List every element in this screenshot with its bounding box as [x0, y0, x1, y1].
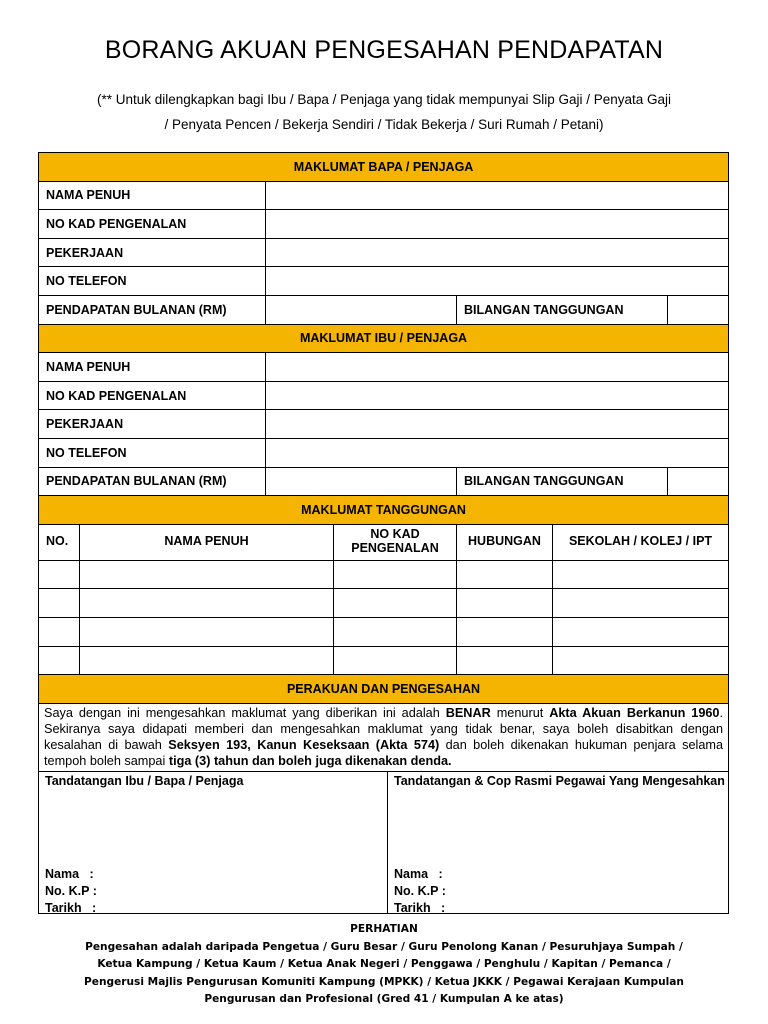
parent-name-label: Nama : [45, 866, 94, 881]
dependents-col-school: SEKOLAH / KOLEJ / IPT [553, 524, 729, 560]
dependent-no-cell[interactable] [39, 646, 80, 675]
dependent-name-cell[interactable] [80, 617, 334, 646]
dependent-row [39, 617, 729, 646]
declaration-statement: Saya dengan ini mengesahkan maklumat yang diberikan ini adalah BENAR menurut Akta Akuan Berkanun 1960. Sekiranya saya didapati memberi dan mengesahkan maklumat yang tidak benar, saya boleh disabitkan dengan kesalahan di bawah Seksyen 193, Kanun Keseksaan (Akta 574) dan boleh dikenakan hukuman penjara selama tempoh boleh sampai tiga (3) tahun dan boleh juga dikenakan denda. [39, 703, 729, 771]
mother-occupation-label: PEKERJAAN [39, 410, 266, 439]
dependents-col-name: NAMA PENUH [80, 524, 334, 560]
officer-signature-title: Tandatangan & Cop Rasmi Pegawai Yang Mengesahkan [394, 773, 725, 788]
form-note-line2: / Penyata Pencen / Bekerja Sendiri / Tidak Bekerja / Suri Rumah / Petani) [164, 117, 604, 132]
mother-dependents-label: BILANGAN TANGGUNGAN [457, 467, 668, 496]
attention-footer [0, 921, 768, 1009]
father-ic-label: NO KAD PENGENALAN [39, 210, 266, 239]
dependent-relationship-cell[interactable] [457, 560, 553, 589]
dependents-col-ic: NO KAD PENGENALAN [334, 524, 457, 560]
mother-phone-field[interactable] [266, 438, 729, 467]
mother-ic-label: NO KAD PENGENALAN [39, 381, 266, 410]
dependent-school-cell[interactable] [553, 646, 729, 675]
parent-signature-title: Tandatangan Ibu / Bapa / Penjaga [45, 773, 244, 788]
dependent-no-cell[interactable] [39, 560, 80, 589]
dependent-relationship-cell[interactable] [457, 646, 553, 675]
parent-date-label: Tarikh : [45, 900, 97, 915]
dependent-school-cell[interactable] [553, 617, 729, 646]
dependent-ic-cell[interactable] [334, 646, 457, 675]
mother-fullname-label: NAMA PENUH [39, 353, 266, 382]
officer-name-label: Nama : [394, 866, 443, 881]
dependent-name-cell[interactable] [80, 560, 334, 589]
father-income-label: PENDAPATAN BULANAN (RM) [39, 295, 266, 324]
father-phone-field[interactable] [266, 267, 729, 296]
attention-line: Ketua Kampung / Ketua Kaum / Ketua Anak Negeri / Penggawa / Penghulu / Kapitan / Pemanca / [97, 958, 671, 970]
mother-income-field[interactable] [266, 467, 457, 496]
father-income-field[interactable] [266, 295, 457, 324]
attention-line: Pengerusi Majlis Pengurusan Komuniti Kampung (MPKK) / Ketua JKKK / Pegawai Kerajaan Kumpulan [84, 975, 684, 988]
father-phone-label: NO TELEFON [39, 267, 266, 296]
dependent-ic-cell[interactable] [334, 589, 457, 618]
dependent-relationship-cell[interactable] [457, 589, 553, 618]
father-fullname-label: NAMA PENUH [39, 181, 266, 210]
parent-signature-box[interactable] [39, 771, 388, 913]
dependent-no-cell[interactable] [39, 617, 80, 646]
dependents-col-no: NO. [39, 524, 80, 560]
section-father-header: MAKLUMAT BAPA / PENJAGA [39, 153, 729, 182]
dependent-name-cell[interactable] [80, 646, 334, 675]
mother-ic-field[interactable] [266, 381, 729, 410]
dependent-relationship-cell[interactable] [457, 617, 553, 646]
officer-signature-box[interactable] [388, 771, 729, 913]
dependent-school-cell[interactable] [553, 589, 729, 618]
father-dependents-field[interactable] [668, 295, 729, 324]
father-ic-field[interactable] [266, 210, 729, 239]
father-fullname-field[interactable] [266, 181, 729, 210]
dependent-row [39, 589, 729, 618]
attention-line: Pengurusan dan Profesional (Gred 41 / Kumpulan A ke atas) [204, 993, 564, 1005]
mother-occupation-field[interactable] [266, 410, 729, 439]
dependent-no-cell[interactable] [39, 589, 80, 618]
mother-phone-label: NO TELEFON [39, 438, 266, 467]
father-occupation-field[interactable] [266, 238, 729, 267]
dependent-ic-cell[interactable] [334, 617, 457, 646]
mother-fullname-field[interactable] [266, 353, 729, 382]
dependents-col-relationship: HUBUNGAN [457, 524, 553, 560]
mother-dependents-field[interactable] [668, 467, 729, 496]
form-title: BORANG AKUAN PENGESAHAN PENDAPATAN [104, 36, 664, 64]
officer-date-label: Tarikh : [394, 900, 446, 915]
dependent-name-cell[interactable] [80, 589, 334, 618]
father-dependents-label: BILANGAN TANGGUNGAN [457, 295, 668, 324]
section-mother-header: MAKLUMAT IBU / PENJAGA [39, 324, 729, 353]
parent-ic-label: No. K.P : [45, 883, 97, 898]
dependent-ic-cell[interactable] [334, 560, 457, 589]
attention-heading: PERHATIAN [350, 923, 418, 935]
father-occupation-label: PEKERJAAN [39, 238, 266, 267]
mother-income-label: PENDAPATAN BULANAN (RM) [39, 467, 266, 496]
dependent-row [39, 560, 729, 589]
officer-ic-label: No. K.P : [394, 883, 446, 898]
declaration-form-table [38, 152, 729, 914]
dependent-row [39, 646, 729, 675]
form-note-line1: (** Untuk dilengkapkan bagi Ibu / Bapa / Penjaga yang tidak mempunyai Slip Gaji / Penyata Gaji [96, 92, 672, 107]
section-dependents-header: MAKLUMAT TANGGUNGAN [39, 496, 729, 525]
dependent-school-cell[interactable] [553, 560, 729, 589]
section-declaration-header: PERAKUAN DAN PENGESAHAN [39, 675, 729, 704]
attention-line: Pengesahan adalah daripada Pengetua / Guru Besar / Guru Penolong Kanan / Pesuruhjaya Sumpah / [85, 940, 683, 953]
